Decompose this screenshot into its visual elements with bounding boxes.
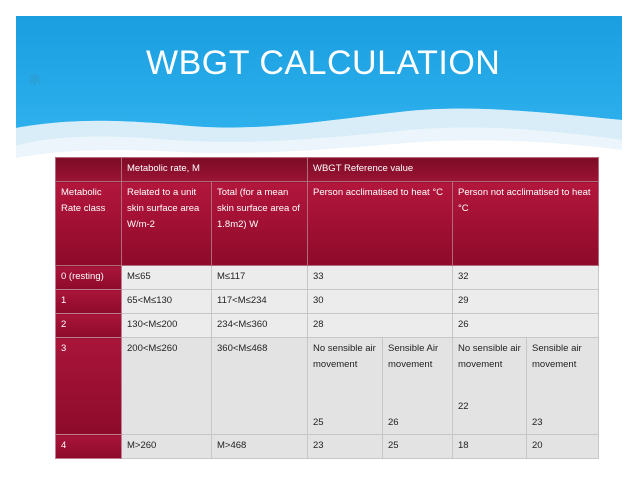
row-class: 3 <box>56 338 122 435</box>
not-acclimatised-air-cell <box>527 338 599 435</box>
value-cell: 23 <box>308 435 383 459</box>
acclimatised-cell: 30 <box>308 290 453 314</box>
condition-label: No sensible air movement <box>458 343 521 370</box>
condition-label: No sensible air movement <box>313 343 376 370</box>
total-cell: M>468 <box>212 435 308 459</box>
metabolic-rate-heading: Metabolic rate, M <box>122 158 308 182</box>
total-cell: 117<M≤234 <box>212 290 308 314</box>
acclimatised-air-cell <box>383 338 453 435</box>
value: 25 <box>313 417 324 428</box>
table-row <box>56 266 599 290</box>
value-cell: 25 <box>383 435 453 459</box>
wbgt-reference-heading: WBGT Reference value <box>308 158 599 182</box>
row-class: 4 <box>56 435 122 459</box>
not-acclimatised-cell: 29 <box>453 290 599 314</box>
condition-label: Sensible air movement <box>532 343 582 370</box>
table-row <box>56 314 599 338</box>
table-row <box>56 338 599 435</box>
total-header: Total (for a mean skin surface area of 1.8m2) W <box>212 182 308 266</box>
star-bullet-icon: ✱ <box>28 70 42 89</box>
value: 26 <box>388 417 399 428</box>
table-row <box>56 290 599 314</box>
acclimatised-cell: 33 <box>308 266 453 290</box>
unit-area-header: Related to a unit skin surface area W/m-2 <box>122 182 212 266</box>
slide-title: WBGT CALCULATION <box>146 44 501 82</box>
rate-cell: 130<M≤200 <box>122 314 212 338</box>
not-acclimatised-no-air-cell <box>453 338 527 435</box>
not-acclimatised-header: Person not acclimatised to heat °C <box>453 182 599 266</box>
row-class: 0 (resting) <box>56 266 122 290</box>
rate-cell: M≤65 <box>122 266 212 290</box>
acclimatised-cell: 28 <box>308 314 453 338</box>
condition-label: Sensible Air movement <box>388 343 439 370</box>
value-cell: 20 <box>527 435 599 459</box>
acclimatised-header: Person acclimatised to heat °C <box>308 182 453 266</box>
total-cell: 360<M≤468 <box>212 338 308 435</box>
not-acclimatised-cell: 26 <box>453 314 599 338</box>
total-cell: 234<M≤360 <box>212 314 308 338</box>
value: 23 <box>532 417 543 428</box>
total-cell: M≤117 <box>212 266 308 290</box>
rate-cell: 200<M≤260 <box>122 338 212 435</box>
value: 22 <box>458 401 469 412</box>
rate-cell: M>260 <box>122 435 212 459</box>
class-column-header: Metabolic Rate class <box>56 182 122 266</box>
not-acclimatised-cell: 32 <box>453 266 599 290</box>
corner-cell <box>56 158 122 182</box>
row-class: 1 <box>56 290 122 314</box>
table-row <box>56 435 599 459</box>
wbgt-table <box>55 157 599 459</box>
acclimatised-no-air-cell <box>308 338 383 435</box>
rate-cell: 65<M≤130 <box>122 290 212 314</box>
row-class: 2 <box>56 314 122 338</box>
value-cell: 18 <box>453 435 527 459</box>
